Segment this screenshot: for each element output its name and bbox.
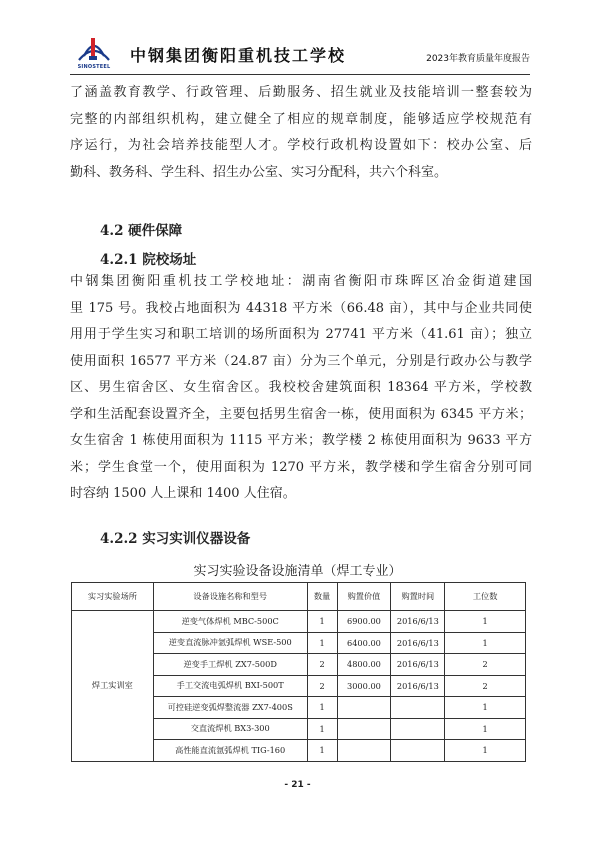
column-header: 工位数 (445, 583, 526, 611)
table-cell: 1 (307, 611, 337, 633)
column-header: 设备设施名称和型号 (153, 583, 307, 611)
column-header: 购置价值 (337, 583, 391, 611)
table-cell: 2 (307, 654, 337, 676)
section-heading-4-2-1: 4.2.1 院校场址 (100, 252, 197, 268)
column-header: 购置时间 (391, 583, 445, 611)
text-line: 学和生活配套设置齐全，主要包括男生宿舍一栋，使用面积为 6345 平方米； (70, 406, 532, 422)
table-cell: 逆变手工焊机 ZX7-500D (153, 654, 307, 676)
table-cell: 交直流焊机 BX3-300 (153, 718, 307, 740)
table-cell: 1 (307, 740, 337, 762)
report-title: 2023年教育质量年度报告 (426, 54, 530, 64)
text-line: 时容纳 1500 人上课和 1400 人住宿。 (70, 486, 296, 501)
table-cell (337, 697, 391, 719)
table-cell: 2 (307, 675, 337, 697)
table-row (72, 611, 526, 633)
logo-text: SINOSTEEL (77, 64, 111, 70)
table-cell (391, 697, 445, 719)
table-cell: 1 (445, 740, 526, 762)
table-cell: 1 (307, 697, 337, 719)
text-line: 使用面积 16577 平方米（24.87 亩）分为三个单元，分别是行政办公与教学 (70, 353, 532, 369)
page-header (70, 34, 530, 74)
header-divider (70, 74, 530, 75)
table-header-row (72, 583, 526, 611)
text-line: 女生宿舍 1 栋使用面积为 1115 平方米；教学楼 2 栋使用面积为 9633 平方 (70, 433, 532, 448)
table-cell (337, 718, 391, 740)
campus-paragraph (70, 269, 532, 508)
text-line: 完整的内部组织机构，建立健全了相应的规章制度，能够适应学校规范有 (70, 111, 532, 127)
table-cell: 可控硅逆变弧焊整流器 ZX7-400S (153, 697, 307, 719)
table-cell: 2016/6/13 (391, 632, 445, 654)
table-cell: 手工交流电弧焊机 BXI-500T (153, 675, 307, 697)
table-cell: 1 (445, 632, 526, 654)
table-cell (391, 718, 445, 740)
text-line: 用用于学生实习和职工培训的场所面积为 27741 平方米（41.61 亩）；独立 (70, 327, 532, 342)
table-cell: 4800.00 (337, 654, 391, 676)
table-cell: 高性能直流氩弧焊机 TIG-160 (153, 740, 307, 762)
venue-cell: 焊工实训室 (72, 611, 154, 762)
column-header: 实习实验场所 (72, 583, 154, 611)
table-cell: 6900.00 (337, 611, 391, 633)
table-cell: 逆变气体焊机 MBC-500C (153, 611, 307, 633)
intro-paragraph (70, 80, 532, 186)
table-cell: 1 (307, 632, 337, 654)
table-cell: 2 (445, 675, 526, 697)
table-cell: 逆变直流脉冲氩弧焊机 WSE-500 (153, 632, 307, 654)
text-line: 勤科、教务科、学生科、招生办公室、实习分配科，共六个科室。 (70, 164, 448, 180)
text-line: 了涵盖教育教学、行政管理、后勤服务、招生就业及技能培训一整套较为 (70, 85, 532, 100)
text-line: 序运行，为社会培养技能型人才。学校行政机构设置如下：校办公室、后 (70, 138, 532, 153)
column-header: 数量 (307, 583, 337, 611)
table-cell: 3000.00 (337, 675, 391, 697)
section-heading-4-2-2: 4.2.2 实习实训仪器设备 (100, 531, 251, 547)
equipment-table (71, 582, 526, 762)
table-cell (391, 740, 445, 762)
table-cell: 1 (445, 697, 526, 719)
text-line: 里 175 号。我校占地面积为 44318 平方米（66.48 亩），其中与企业共同使 (70, 300, 532, 316)
table-cell: 2016/6/13 (391, 611, 445, 633)
table-cell: 1 (307, 718, 337, 740)
table-cell: 1 (445, 611, 526, 633)
school-name: 中钢集团衡阳重机技工学校 (130, 46, 347, 65)
table-cell (337, 740, 391, 762)
text-line: 中钢集团衡阳重机技工学校地址：湖南省衡阳市珠晖区冶金街道建国 (70, 274, 532, 289)
page-number: - 21 - (284, 780, 311, 790)
section-heading-4-2: 4.2 硬件保障 (100, 223, 183, 239)
table-cell: 1 (445, 718, 526, 740)
table-cell: 2 (445, 654, 526, 676)
table-cell: 6400.00 (337, 632, 391, 654)
text-line: 米；学生食堂一个，使用面积为 1270 平方米，教学楼和学生宿舍分别可同 (70, 459, 532, 475)
table-cell: 2016/6/13 (391, 675, 445, 697)
text-line: 区、男生宿舍区、女生宿舍区。我校校舍建筑面积 18364 平方米，学校教 (70, 380, 532, 395)
table-caption: 实习实验设备设施清单（焊工专业） (193, 564, 402, 579)
table-cell: 2016/6/13 (391, 654, 445, 676)
